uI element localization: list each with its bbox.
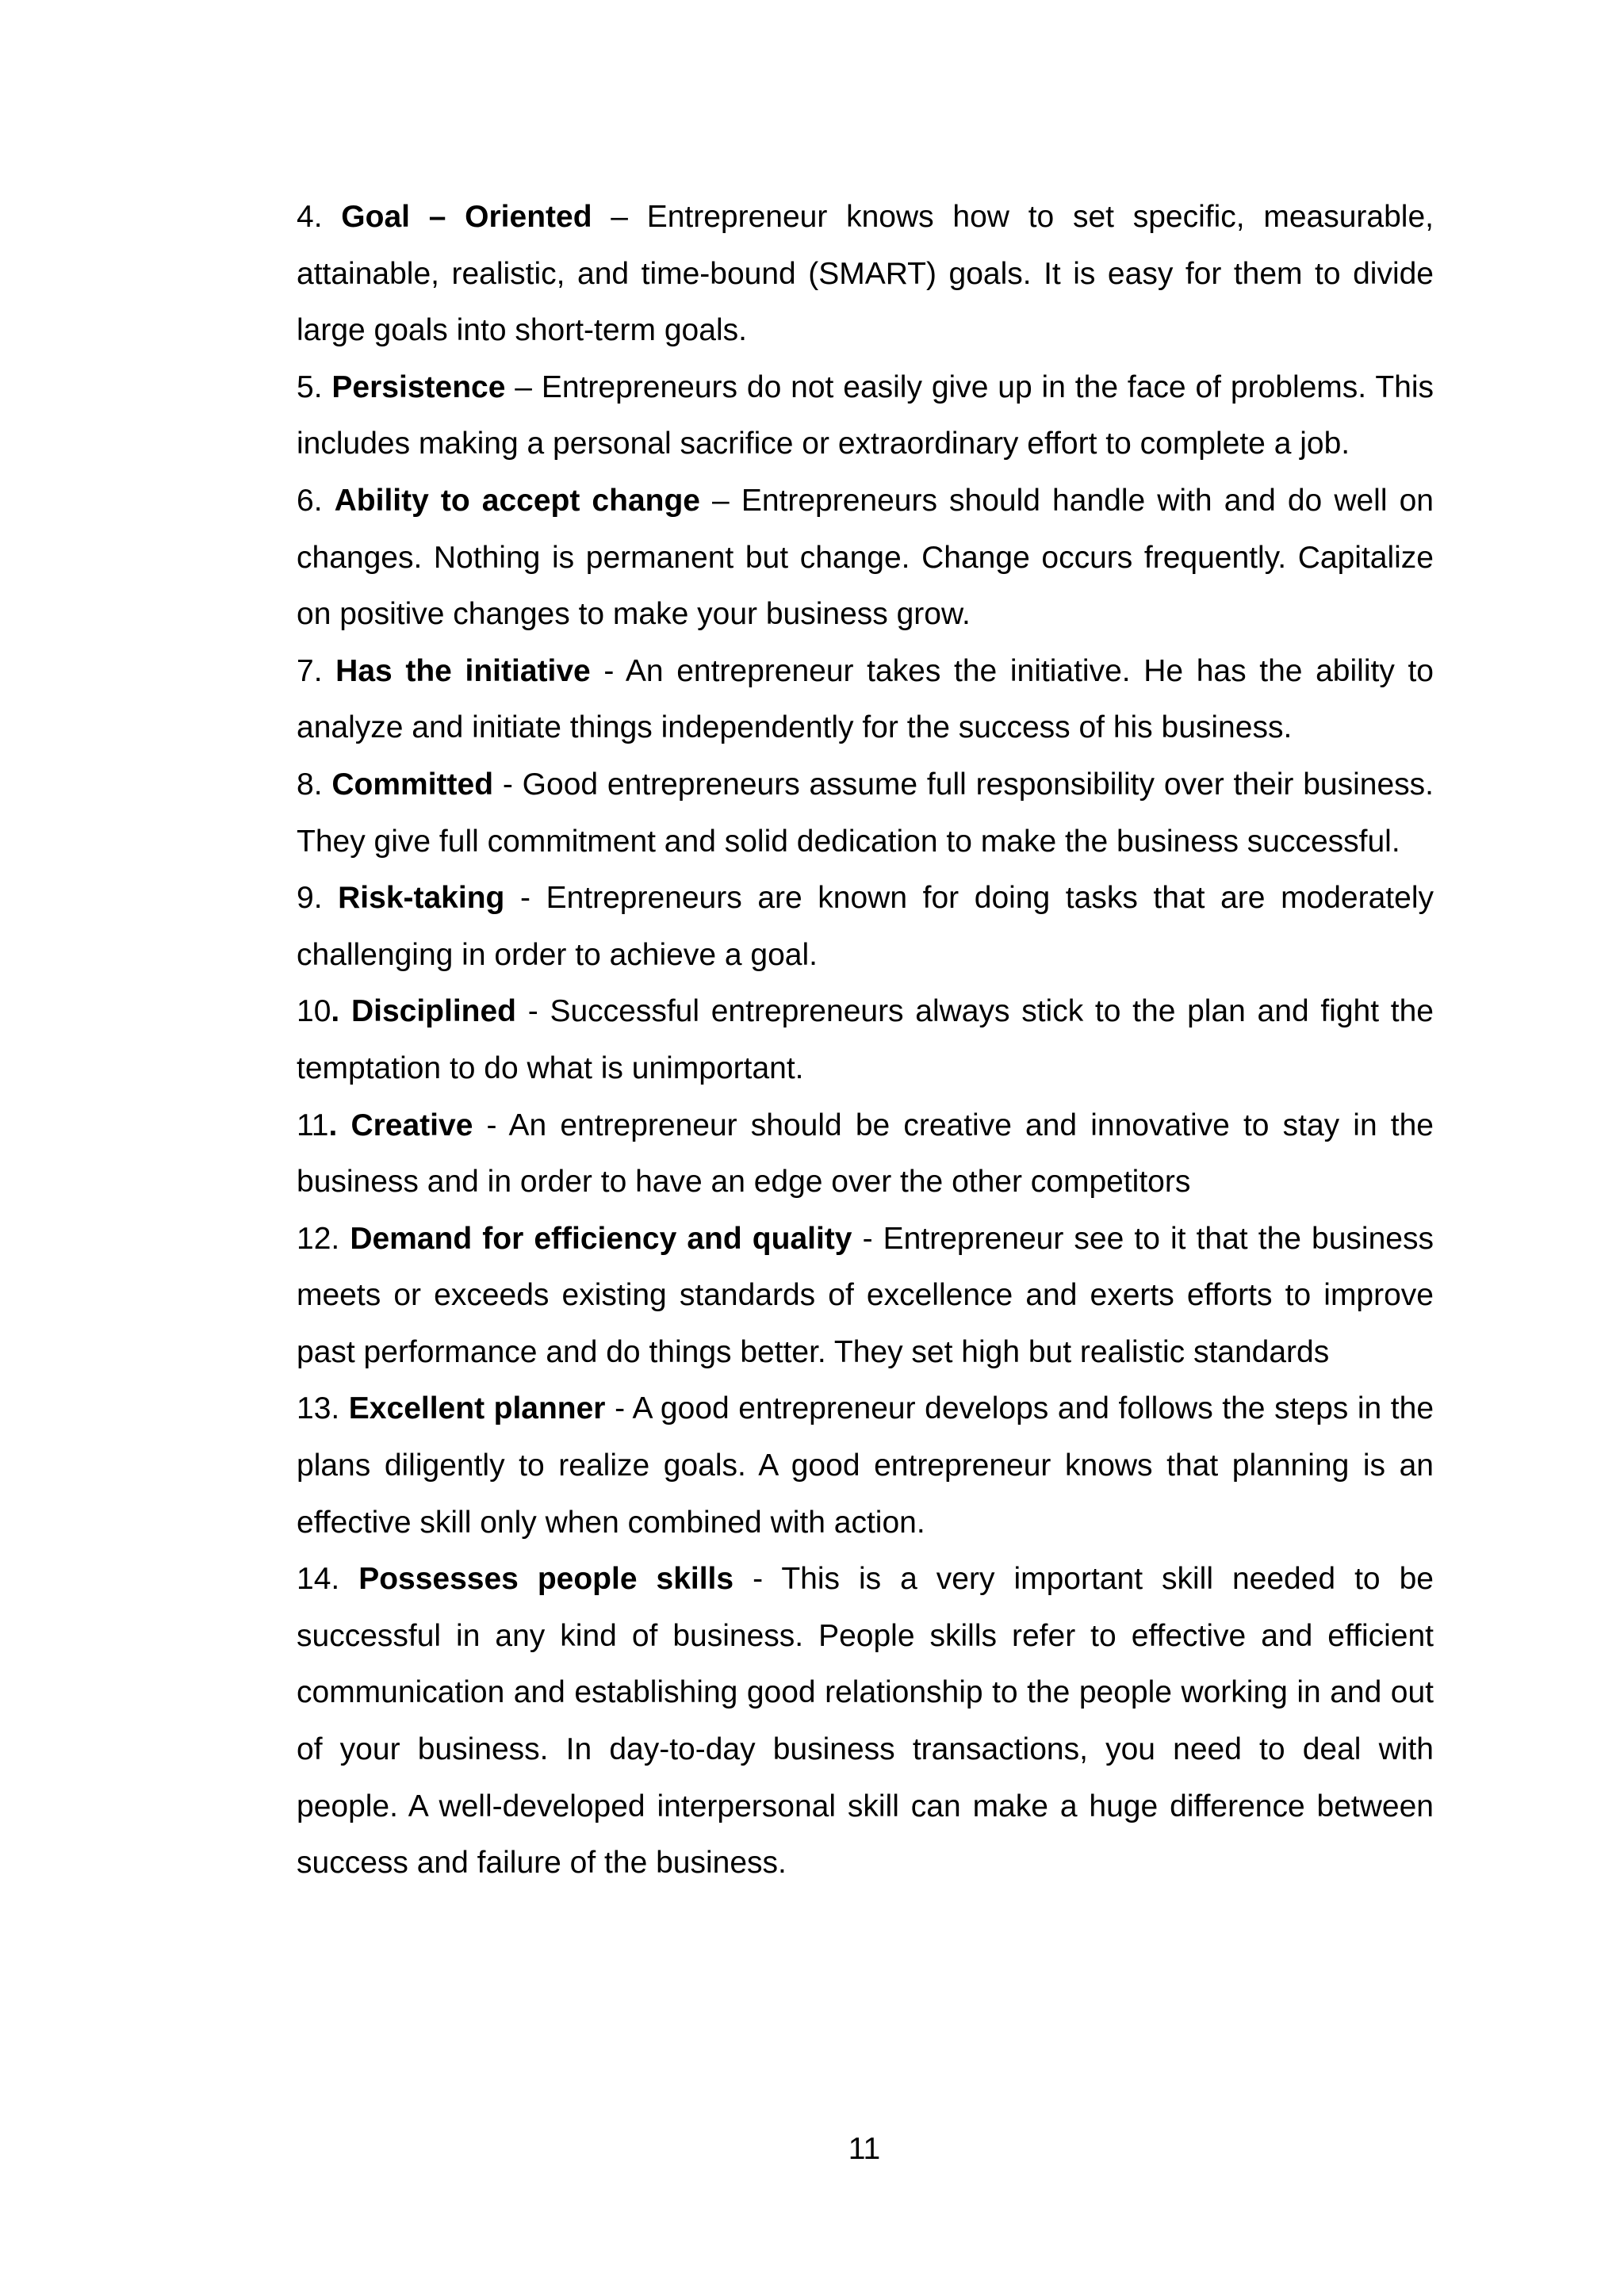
item-term: Possesses people skills (358, 1562, 734, 1597)
item-term: Demand for efficiency and quality (350, 1221, 852, 1256)
item-term: . Disciplined (331, 994, 516, 1029)
item-term: Committed (331, 767, 494, 802)
item-description: Successful entrepreneurs always stick to the plan and fight the temptation to do what is unimportant. (297, 994, 1434, 1085)
list-item-accept-change (297, 473, 1434, 643)
item-description: A good entrepreneur develops and follows the steps in the plans diligently to realize goals. A good entrepreneur knows that planning is an effective skill only when combined with action. (297, 1391, 1434, 1540)
list-item-excellent-planner (297, 1380, 1434, 1551)
list-item-committed (297, 756, 1434, 870)
item-number: 4. (297, 200, 342, 234)
item-term: . Creative (328, 1108, 473, 1142)
item-term: Ability to accept change (334, 483, 700, 518)
item-description: Entrepreneurs are known for doing tasks that are moderately challenging in order to achieve a goal. (297, 881, 1434, 972)
item-description: Entrepreneur knows how to set specific, measurable, attainable, realistic, and time-bound (SMART) goals. It is easy for them to divide large goals into short-term goals. (297, 200, 1434, 348)
list-item-risk-taking (297, 870, 1434, 983)
document-body (297, 189, 1434, 1892)
item-term: Excellent planner (348, 1391, 606, 1426)
item-number: 7. (297, 653, 336, 688)
item-number: 10 (297, 994, 331, 1029)
item-term: Persistence (331, 369, 506, 404)
item-description: Good entrepreneurs assume full responsibility over their business. They give full commitment and solid dedication to make the business successful. (297, 767, 1434, 859)
item-description: An entrepreneur should be creative and innovative to stay in the business and in order to have an edge over the other competitors (297, 1108, 1434, 1200)
list-item-efficiency-quality (297, 1211, 1434, 1381)
item-description: Entrepreneur see to it that the business meets or exceeds existing standards of excellence and exerts efforts to improve past performance and do things better. They set high but realistic standards (297, 1221, 1434, 1369)
item-separator: - (605, 1391, 633, 1426)
item-separator: - (493, 767, 523, 802)
item-description: This is a very important skill needed to be successful in any kind of business. People skills refer to effective and efficient communication and establishing good relationship to the people working in and out of your business. In day-to-day business transactions, you need to deal with people. A well-developed interpersonal skill can make a huge difference between success and failure of the business. (297, 1562, 1434, 1881)
item-description: Entrepreneurs should handle with and do well on changes. Nothing is permanent but change. Change occurs frequently. Capitalize on positive changes to make your business grow. (297, 483, 1434, 632)
list-item-initiative (297, 643, 1434, 756)
list-item-disciplined (297, 983, 1434, 1096)
item-separator: - (590, 653, 626, 688)
page-number: 11 (848, 2132, 881, 2166)
item-separator: - (852, 1221, 883, 1256)
item-number: 9. (297, 881, 339, 916)
list-item-people-skills (297, 1551, 1434, 1892)
item-description: An entrepreneur takes the initiative. He has the ability to analyze and initiate things independently for the success of his business. (297, 653, 1434, 745)
list-item-creative (297, 1097, 1434, 1211)
item-separator: – (592, 200, 647, 234)
item-number: 5. (297, 369, 332, 404)
item-separator: - (473, 1108, 509, 1142)
item-number: 13. (297, 1391, 349, 1426)
item-separator: – (505, 369, 542, 404)
item-term: Has the initiative (335, 653, 591, 688)
item-separator: - (516, 994, 550, 1029)
item-term: Risk-taking (338, 881, 505, 916)
item-number: 14. (297, 1562, 359, 1597)
item-description: Entrepreneurs do not easily give up in the face of problems. This includes making a personal sacrifice or extraordinary effort to complete a job. (297, 369, 1434, 461)
item-number: 6. (297, 483, 335, 518)
list-item-goal-oriented (297, 189, 1434, 359)
item-number: 8. (297, 767, 332, 802)
item-number: 12. (297, 1221, 350, 1256)
list-item-persistence (297, 359, 1434, 473)
item-separator: - (504, 881, 546, 916)
item-separator: – (699, 483, 741, 518)
item-number: 11 (297, 1108, 329, 1142)
item-term: Goal – Oriented (341, 200, 592, 234)
item-separator: - (733, 1562, 782, 1597)
